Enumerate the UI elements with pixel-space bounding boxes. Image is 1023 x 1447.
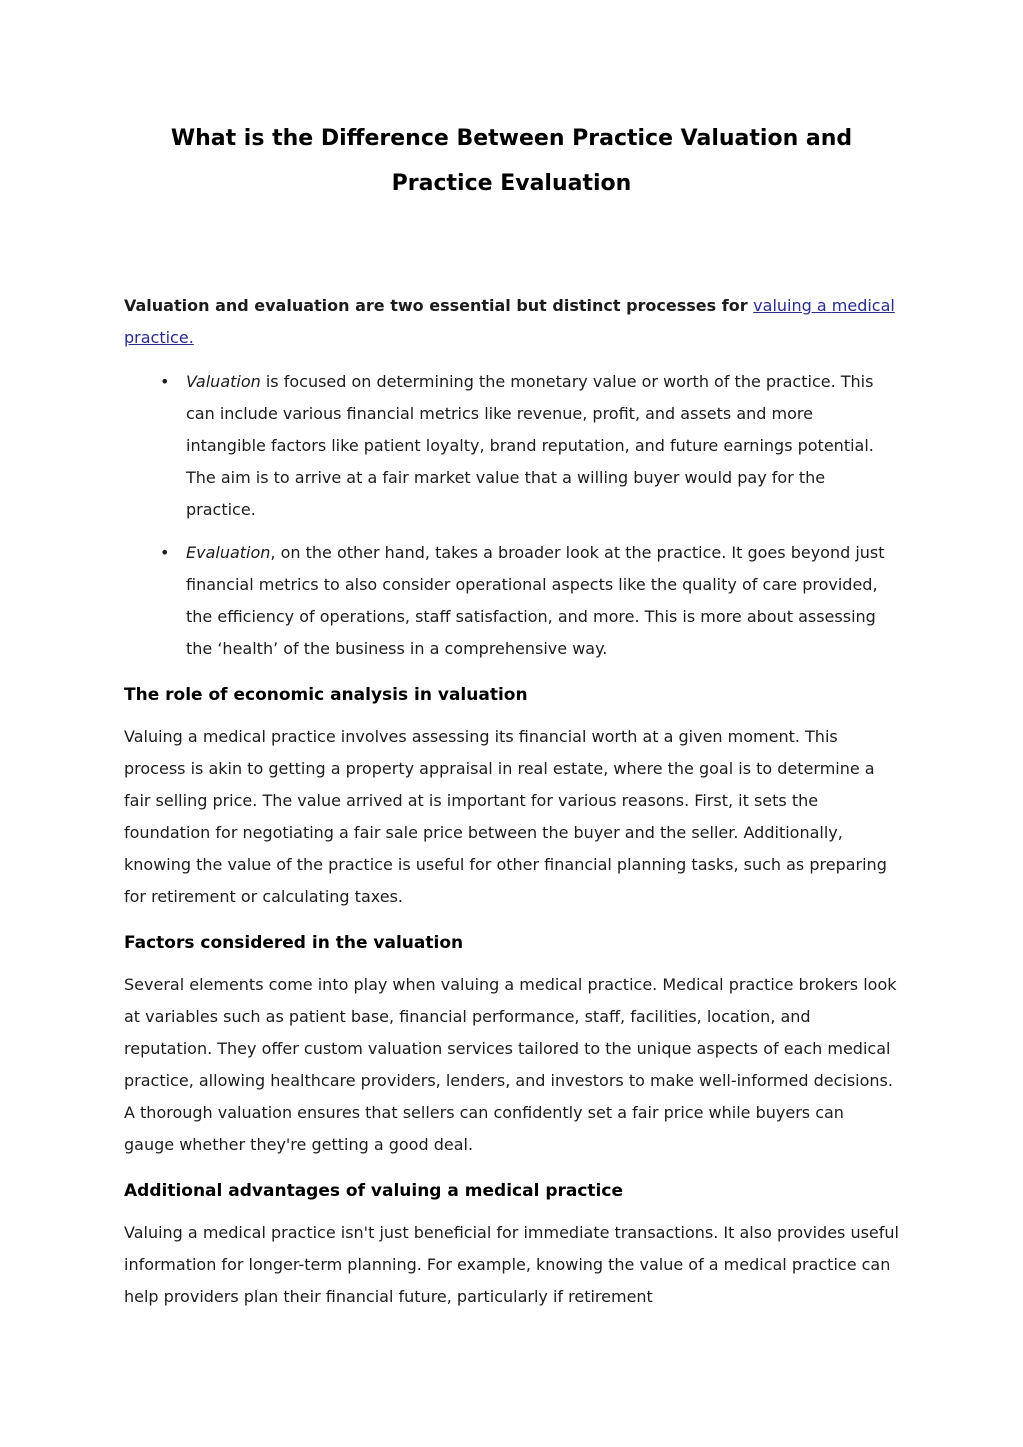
section-body-economic-analysis: Valuing a medical practice involves assessing its financial worth at a given moment. This process is akin to getting a property appraisal in real estate, where the goal is to determine a fair selling price. The value arrived at is important for various reasons. First, it sets the foundation for negotiating a fair sale price between the buyer and the seller. Additionally, knowing the value of the practice is useful for other financial planning tasks, such as preparing for retirement or calculating taxes.: [124, 727, 887, 906]
link-text-part-2: medical practice.: [124, 296, 895, 347]
intro-bold-text: Valuation and evaluation are two essential but distinct processes for: [124, 296, 754, 315]
bullet-item-valuation: [124, 366, 899, 526]
bullet-text-valuation: is focused on determining the monetary value or worth of the practice. This can include various financial metrics like revenue, profit, and assets and more intangible factors like patient loyalty, brand reputation, and future earnings potential. The aim is to arrive at a fair market value that a willing buyer would pay for the practice.: [186, 372, 874, 519]
section-body-factors-considered: Several elements come into play when valuing a medical practice. Medical practice brokers look at variables such as patient base, financial performance, staff, facilities, location, and reputation. They offer custom valuation services tailored to the unique aspects of each medical practice, allowing healthcare providers, lenders, and investors to make well-informed decisions. A thorough valuation ensures that sellers can confidently set a fair price while buyers can gauge whether they're getting a good deal.: [124, 975, 897, 1154]
comparison-bullet-list: [124, 366, 899, 665]
section-heading-economic-analysis: The role of economic analysis in valuation: [124, 685, 528, 705]
document-title-line-1: What is the Difference Between Practice Valuation and: [170, 126, 853, 151]
document-title: [124, 116, 899, 206]
section-heading-additional-advantages: Additional advantages of valuing a medical practice: [124, 1181, 623, 1201]
document-title-line-2: Practice Evaluation: [391, 171, 632, 196]
bullet-lead-term-evaluation: Evaluation: [186, 543, 271, 562]
section-body-additional-advantages: Valuing a medical practice isn't just beneficial for immediate transactions. It also provides useful information for longer-term planning. For example, knowing the value of a medical practice can help providers plan their financial future, particularly if retirement: [124, 1223, 899, 1306]
intro-paragraph: [124, 290, 899, 354]
bullet-text-evaluation: , on the other hand, takes a broader look at the practice. It goes beyond just financial metrics to also consider operational aspects like the quality of care provided, the efficiency of operations, staff satisfaction, and more. This is more about assessing the ‘health’ of the business in a comprehensive way.: [186, 543, 885, 658]
section-heading-factors-considered: Factors considered in the valuation: [124, 933, 464, 953]
bullet-item-evaluation: [124, 537, 899, 665]
bullet-lead-term-valuation: Valuation: [186, 372, 261, 391]
link-text-part-1: valuing a: [753, 296, 827, 315]
